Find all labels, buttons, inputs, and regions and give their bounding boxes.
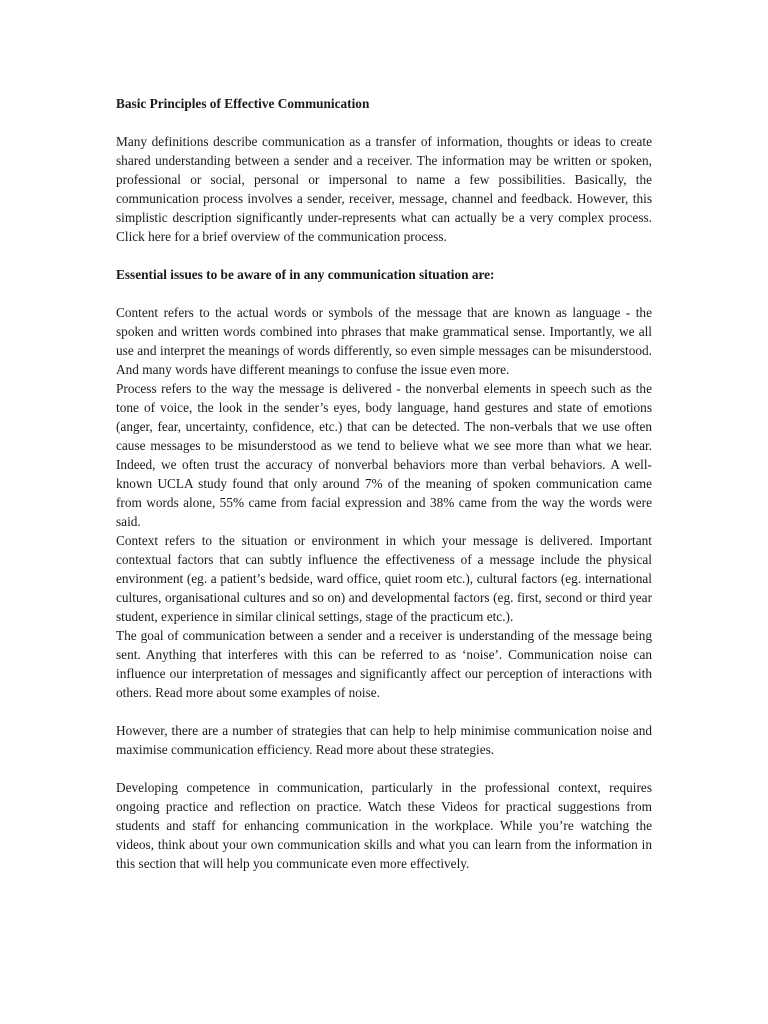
spacer (116, 759, 652, 778)
goal-paragraph: The goal of communication between a sender and a receiver is understanding of the message being sent. Anything that interferes with this can be referred to as ‘noise’. Communication noise can influence our interpretation of messages and significantly affect our perception of interactions with others. Read more about some examples of noise. (116, 628, 652, 700)
context-paragraph: Context refers to the situation or environment in which your message is delivered. Important contextual factors that can subtly influence the effectiveness of a message include the physical environment (eg. a patient’s bedside, ward office, quiet room etc.), cultural factors (eg. international cultures, organisational cultures and so on) and developmental factors (eg. first, second or third year student, experience in similar clinical settings, stage of the practicum etc.). (116, 533, 652, 624)
process-paragraph: Process refers to the way the message is delivered - the nonverbal elements in speech such as the tone of voice, the look in the sender’s eyes, body language, hand gestures and state of emotions (anger, fear, uncertainty, confidence, etc.) that can be detected. The non-verbals that we use often cause messages to be misunderstood as we tend to believe what we see more than what we hear. Indeed, we often trust the accuracy of nonverbal behaviors more than verbal behaviors. A well-known UCLA study found that only around 7% of the meaning of spoken communication came from words alone, 55% came from facial expression and 38% came from the way the words were said. (116, 381, 652, 529)
document-title: Basic Principles of Effective Communication (116, 96, 370, 111)
competence-paragraph: Developing competence in communication, particularly in the professional context, requires ongoing practice and reflection on practice. Watch these Videos for practical suggestions from students and staff for enhancing communication in the workplace. While you’re watching the videos, think about your own communication skills and what you can learn from the information in this section that will help you communicate even more effectively. (116, 780, 652, 871)
document-page (116, 94, 652, 873)
spacer (116, 246, 652, 265)
intro-paragraph: Many definitions describe communication as a transfer of information, thoughts or ideas to create shared understanding between a sender and a receiver. The information may be written or spoken, professional or social, personal or impersonal to name a few possibilities. Basically, the communication process involves a sender, receiver, message, channel and feedback. However, this simplistic description significantly under-represents what can actually be a very complex process. Click here for a brief overview of the communication process. (116, 134, 652, 244)
strategies-paragraph: However, there are a number of strategies that can help to help minimise communication noise and maximise communication efficiency. Read more about these strategies. (116, 723, 652, 757)
section-subheading: Essential issues to be aware of in any communication situation are: (116, 267, 495, 282)
content-paragraph: Content refers to the actual words or symbols of the message that are known as language - the spoken and written words combined into phrases that make grammatical sense. Importantly, we all use and interpret the meanings of words differently, so even simple messages can be misunderstood. And many words have different meanings to confuse the issue even more. (116, 305, 652, 377)
spacer (116, 702, 652, 721)
spacer (116, 113, 652, 132)
spacer (116, 284, 652, 303)
